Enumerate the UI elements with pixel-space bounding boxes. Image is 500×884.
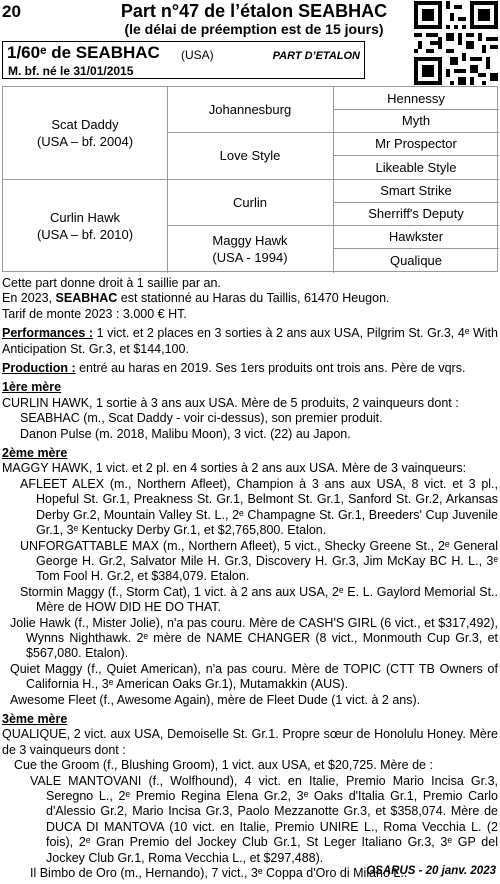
intro-line-2: En 2023, SEABHAC est stationné au Haras du Taillis, 61470 Heugon. <box>2 291 390 306</box>
production-label: Production : <box>2 361 76 376</box>
second-dam-produce-2: UNFORGATTABLE MAX (m., Northern Afleet), 5 vict., Shecky Greene St., 2ᵉ General George H. Gr.2, Salvator Mile H. Gr.3, Discovery H. Gr.3, Jim McKay BC H. L., 3ᵉ Tom Fool H. Gr.2, et $384,079. Etalon. <box>20 538 498 584</box>
pedigree-gen3-2: Myth <box>401 113 431 128</box>
share-fraction: 1/60ᵉ de SEABHAC <box>7 43 160 62</box>
page-subtitle: (le délai de préemption est de 15 jours) <box>124 21 384 37</box>
lot-number: 20 <box>2 2 21 21</box>
catalog-body <box>2 276 498 881</box>
pedigree-gen3-4: Likeable Style <box>375 159 457 175</box>
third-dam-produce-1: Cue the Groom (f., Blushing Groom), 1 vict. aux USA, et $20,725. Mère de : <box>14 758 433 773</box>
intro-line-1: Cette part donne droit à 1 saillie par an. <box>2 276 221 290</box>
second-dam-produce-1: AFLEET ALEX (m., Northern Afleet), Champion à 3 ans aux USA, 8 vict. et 3 pl., Hopeful St. Gr.1, Preakness St. Gr.1, Belmont St. Gr.1, Sanford St. Gr.2, Arkansas Derby Gr.2, Mountain Valley St. L., 2ᵉ Champagne St. Gr.1, Breeders' Cup Juvenile Gr.1, 3ᵉ Kentucky Derby Gr.1, et $2,765,800. Etalon. <box>20 476 498 538</box>
third-dam-grandproduce-1: VALE MANTOVANI (f., Wolfhound), 4 vict. en Italie, Premio Mario Incisa Gr.3, Seregno L., 2ᵉ Premio Regina Elena Gr.2, 3ᵉ Oaks d'Italia Gr.1, Premio Carlo d'Alessio Gr.2, Mario Incisa Gr.3, Paolo Mezzanotte Gr.3, et $358,074. Mère de DUCA DI MANTOVA (10 vict. en Italie, Premio UNIRE L., Roma Vecchia L. (2 fois), 2ᵉ Gran Premio del Jockey Club Gr.1, St Leger Italiano Gr.3, 3ᵉ GP del Jockey Club Gr.1, Roma Vecchia L., et $297,488). <box>30 773 498 865</box>
pedigree-gen3-8: Qualique <box>389 253 443 268</box>
pedigree-gen2-2: Love Style <box>219 148 281 163</box>
pedigree-gen3-7: Hawkster <box>388 229 444 244</box>
pedigree-gen3-6: Sherriff's Deputy <box>368 206 464 221</box>
first-dam-heading: 1ère mère <box>2 380 62 395</box>
second-dam-line: MAGGY HAWK, 1 vict. et 2 pl. en 4 sorties à 2 ans aux USA. Mère de 3 vainqueurs: <box>2 461 467 476</box>
pedigree-table <box>2 86 498 272</box>
pedigree-gen3-3: Mr Prospector <box>375 136 457 151</box>
second-dam-produce-3: Stormin Maggy (f., Storm Cat), 1 vict. à 2 ans aux USA, 2ᵉ E. L. Gaylord Memorial St.. Mère de HOW DID HE DO THAT. <box>20 584 498 615</box>
performances-label: Performances : <box>2 326 94 341</box>
pedigree-sire: Scat Daddy (USA – bf. 2004) <box>36 117 134 149</box>
pedigree-gen3-5: Smart Strike <box>380 183 452 198</box>
share-info-box <box>2 41 365 79</box>
pedigree-gen3-1: Hennessy <box>387 90 445 106</box>
qr-code-icon[interactable] <box>414 1 498 85</box>
pedigree-dam: Curlin Hawk (USA – bf. 2010) <box>36 210 134 242</box>
share-tag: PART D’ETALON <box>272 50 360 62</box>
second-dam-produce-6: Awesome Fleet (f., Awesome Again), mère de Fleet Dude (1 vict. à 2 ans). <box>10 692 421 707</box>
footer: OSARUS - 20 janv. 2023 <box>366 865 496 877</box>
third-dam-line: QUALIQUE, 2 vict. aux USA, Demoiselle St. Gr.1. Propre sœur de Honolulu Honey. Mère de 3 vainqueurs dont : <box>2 727 498 757</box>
pedigree-gen2-3: Curlin <box>233 194 267 210</box>
intro-line-3: Tarif de monte 2023 : 3.000 € HT. <box>2 306 187 321</box>
second-dam-heading: 2ème mère <box>2 446 68 461</box>
third-dam-grandproduce-2: Il Bimbo de Oro (m., Hernando), 7 vict., 3ᵉ Coppa d'Oro di Milano L.. <box>30 866 408 881</box>
second-dam-produce-4: Jolie Hawk (f., Mister Jolie), n'a pas couru. Mère de CASH'S GIRL (6 vict., et $317,492), Wynns Nighthawk. 2ᵉ mère de NAME CHANGER (8 vict., Monmouth Cup Gr.3, et $567,080. Etalon). <box>10 615 498 661</box>
pedigree-gen2-1: Johannesburg <box>208 102 292 117</box>
performances: Performances : 1 vict. et 2 places en 3 sorties à 2 ans aux USA, Pilgrim St. Gr.3, 4ᵉ With Anticipation St. Gr.3, et $144,100. <box>2 326 498 356</box>
production: Production : entré au haras en 2019. Ses 1ers produits ont trois ans. Père de vqrs. <box>2 361 466 376</box>
page-title: Part n°47 de l’étalon SEABHAC <box>120 1 388 21</box>
first-dam-produce-1: SEABHAC (m., Scat Daddy - voir ci-dessus), son premier produit. <box>20 411 383 426</box>
third-dam-heading: 3ème mère <box>2 711 68 726</box>
first-dam-line: CURLIN HAWK, 1 sortie à 3 ans aux USA. Mère de 5 produits, 2 vainqueurs dont : <box>2 395 459 410</box>
second-dam-produce-5: Quiet Maggy (f., Quiet American), n'a pas couru. Mère de TOPIC (CTT TB Owners of California H., 3ᵉ American Oaks Gr.1), Mutamakkin (AUS). <box>10 661 498 692</box>
share-country: (USA) <box>181 48 214 62</box>
birth-info: M. bf. né le 31/01/2015 <box>8 64 134 78</box>
stallion-name: SEABHAC <box>55 291 118 306</box>
first-dam-produce-2: Danon Pulse (m. 2018, Malibu Moon), 3 vict. (22) au Japon. <box>20 426 351 441</box>
pedigree-gen2-4: Maggy Hawk (USA - 1994) <box>212 233 288 265</box>
